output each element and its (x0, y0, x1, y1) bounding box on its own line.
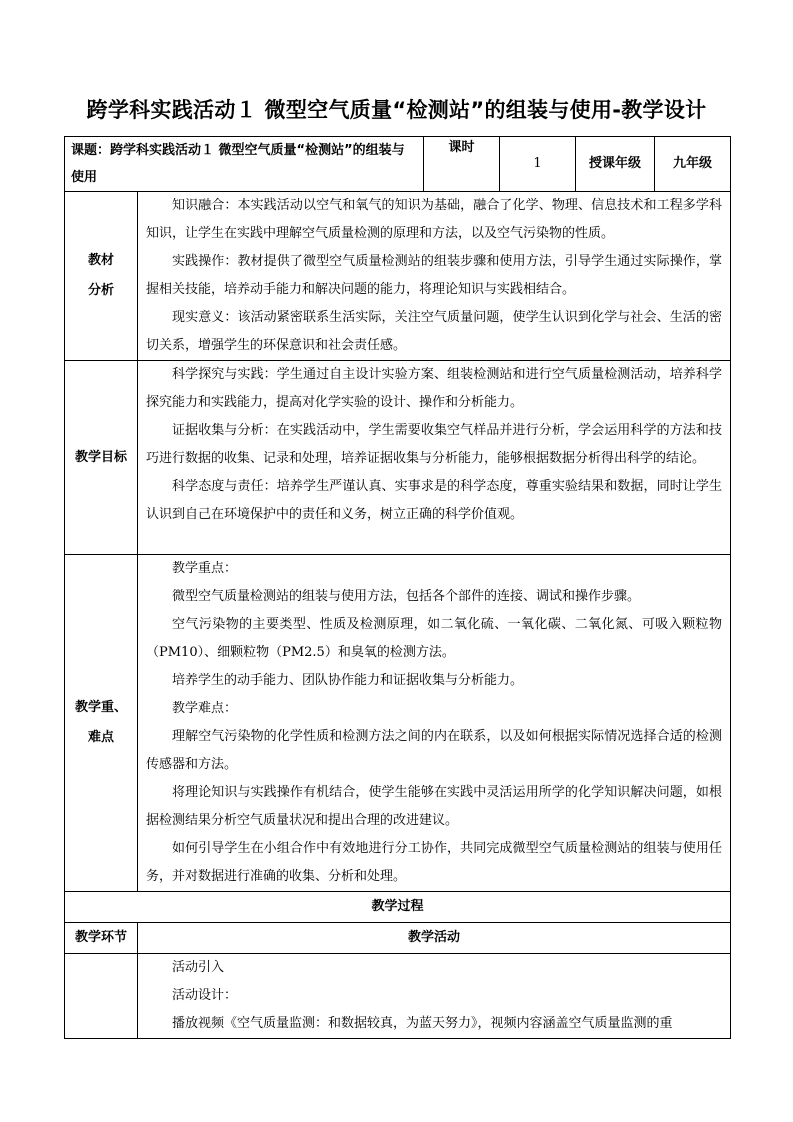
activity-paragraph: 活动设计： (172, 988, 238, 1003)
keypoints-row (65, 555, 731, 892)
stage-column-header: 教学环节 (65, 923, 138, 954)
process-heading-row (65, 892, 731, 923)
keypoints-label (65, 555, 138, 892)
topic-text: 课题：跨学科实践活动１ 微型空气质量“检测站”的组装与使用 (71, 143, 405, 185)
document-title: 跨学科实践活动１ 微型空气质量“检测站”的组装与使用-教学设计 (86, 98, 707, 122)
goals-paragraph: 科学探究与实践：学生通过自主设计实验方案、组装检测站和进行空气质量检测活动，培养科学探究能力和实践能力，提高对化学实验的设计、操作和分析能力。 (146, 367, 722, 410)
period-value: 1 (500, 137, 576, 192)
analysis-label-line2: 分析 (87, 283, 114, 298)
analysis-paragraph: 实践操作：教材提供了微型空气质量检测站的组装步骤和使用方法，引导学生通过实际操作，掌握相关技能，培养动手能力和解决问题的能力，将理论知识与实践相结合。 (146, 254, 722, 297)
analysis-label (65, 192, 138, 361)
goals-paragraph: 证据收集与分析：在实践活动中，学生需要收集空气样品并进行分析，学会运用科学的方法和技巧进行数据的收集、记录和处理，培养证据收集与分析能力，能够根据数据分析得出科学的结论。 (146, 423, 722, 466)
goals-content (138, 361, 731, 555)
analysis-content (138, 192, 731, 361)
keypoints-paragraph: 将理论知识与实践操作有机结合，使学生能够在实践中灵活运用所学的化学知识解决问题，如根据检测结果分析空气质量状况和提出合理的改进建议。 (146, 785, 722, 828)
goals-row (65, 361, 731, 555)
lesson-plan-table (64, 136, 731, 1039)
keypoints-paragraph: 理解空气污染物的化学性质和检测方法之间的内在联系，以及如何根据实际情况选择合适的检测传感器和方法。 (146, 729, 722, 772)
activity-paragraph: 活动引入 (172, 960, 225, 975)
keypoints-label-line1: 教学重、 (74, 700, 127, 715)
analysis-row (65, 192, 731, 361)
keypoints-paragraph: 空气污染物的主要类型、性质及检测原理，如二氧化硫、一氧化碳、二氧化氮、可吸入颗粒物（PM10）、细颗粒物（PM2.5）和臭氧的检测方法。 (146, 617, 722, 660)
activity-paragraph: 播放视频《空气质量监测：和数据较真，为蓝天努力》，视频内容涵盖空气质量监测的重 (172, 1016, 673, 1031)
keypoints-paragraph: 教学难点： (172, 701, 238, 716)
activity-column-header: 教学活动 (138, 923, 731, 954)
period-label: 课时 (424, 137, 500, 192)
analysis-paragraph: 现实意义：该活动紧密联系生活实际，关注空气质量问题，使学生认识到化学与社会、生活的密切关系，增强学生的环保意识和社会责任感。 (146, 310, 722, 353)
process-columns-row (65, 923, 731, 954)
grade-value: 九年级 (655, 137, 731, 192)
topic-cell (65, 137, 424, 192)
keypoints-label-line2: 难点 (87, 730, 114, 745)
analysis-paragraph: 知识融合：本实践活动以空气和氧气的知识为基础，融合了化学、物理、信息技术和工程多学科知识，让学生在实践中理解空气质量检测的原理和方法，以及空气污染物的性质。 (146, 198, 722, 241)
keypoints-paragraph: 微型空气质量检测站的组装与使用方法，包括各个部件的连接、调试和操作步骤。 (172, 589, 641, 604)
goals-label: 教学目标 (65, 361, 138, 555)
keypoints-paragraph: 如何引导学生在小组合作中有效地进行分工协作，共同完成微型空气质量检测站的组装与使用任务，并对数据进行准确的收集、分析和处理。 (146, 841, 722, 884)
process-activity-row (65, 954, 731, 1039)
stage-cell (65, 954, 138, 1039)
analysis-label-line1: 教材 (87, 253, 114, 268)
header-row (65, 137, 731, 192)
keypoints-paragraph: 教学重点： (172, 561, 238, 576)
process-heading: 教学过程 (65, 892, 731, 923)
activity-content (138, 954, 731, 1039)
goals-paragraph: 科学态度与责任：培养学生严谨认真、实事求是的科学态度，尊重实验结果和数据，同时让学生认识到自己在环境保护中的责任和义务，树立正确的科学价值观。 (146, 479, 722, 522)
keypoints-paragraph: 培养学生的动手能力、团队协作能力和证据收集与分析能力。 (172, 673, 524, 688)
keypoints-content (138, 555, 731, 892)
grade-label: 授课年级 (576, 137, 655, 192)
